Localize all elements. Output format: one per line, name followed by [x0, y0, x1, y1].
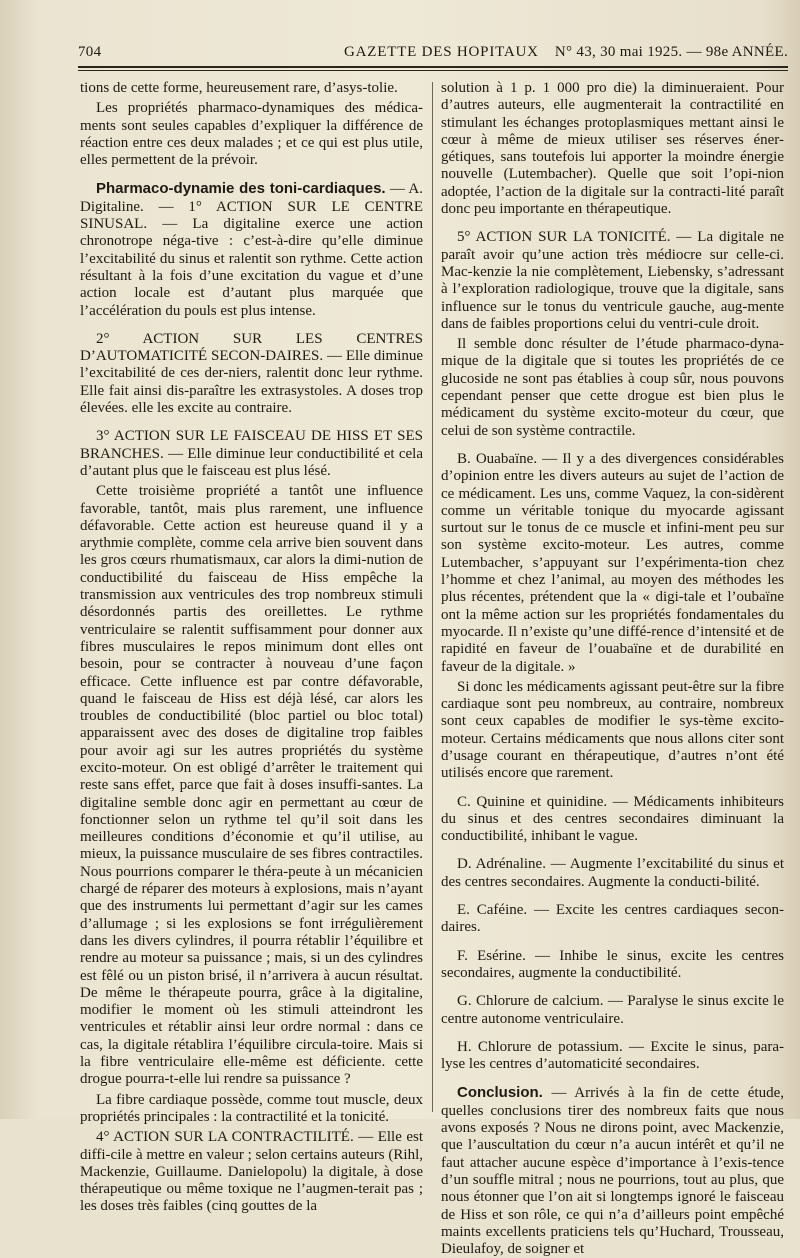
paragraph	[80, 483, 423, 1088]
paragraph-text: C. Quinine et quinidine. — Médicaments inhibiteurs du sinus et des centres secondaires diminuant la conductibilité, inhibant le vague.	[441, 793, 784, 845]
header-rule-thin	[78, 70, 788, 71]
paragraph	[80, 80, 423, 97]
paragraph-text: F. Esérine. — Inhibe le sinus, excite les centres secondaires, augmente la conductibilité.	[441, 947, 784, 981]
paragraph	[441, 1039, 784, 1074]
paragraph	[441, 993, 784, 1028]
issue-info: N° 43, 30 mai 1925. — 98e ANNÉE.	[554, 44, 788, 60]
page-number: 704	[78, 44, 102, 60]
paragraph	[80, 180, 423, 319]
header-rule	[78, 66, 788, 68]
paragraph-text: D. Adrénaline. — Augmente l’excitabilité du sinus et des centres secondaires. Augmente la conducti-bilité.	[441, 856, 784, 890]
paragraph-text: 2° ACTION SUR LES CENTRES D’AUTOMATICITÉ SECON-DAIRES. — Elle diminue l’excitabilité de ces der-niers, ralentit donc leur rythme. Elle fait ainsi dis-paraître les extrasystoles. A doses trop élevées. elle les excite au contraire.	[80, 330, 423, 417]
paragraph-text: B. Ouabaïne. — Il y a des divergences considérables d’opinion entre les divers auteurs au sujet de l’action de ce médicament. Les uns, comme Vaquez, la con-sidèrent comme un véritable tonique du myocarde agissant surtout sur le tonus de ce muscle et infini-ment peu sur son système excito-moteur. Les autres, comme Lutembacher, s’appuyant sur l’expérimenta-tion chez l’homme et chez l’animal, au moyen des méthodes les plus récentes, prétendent que la « digi-tale et l’oubaïne ont la même action sur les propriétés fondamentales du myocarde. Il n’existe qu’une diffé-rence d’intensité et de rapidité en faveur de l’ouabaïne et de durabilité en faveur de la digitale. »	[441, 450, 784, 675]
paragraph-text: Les propriétés pharmaco-dynamiques des médica-ments sont seules capables d’expliquer la différence de réaction entre ces deux malades ; et ce qui est plus utile, elles permettent de la prévoir.	[80, 100, 423, 169]
paragraph-text: 3° ACTION SUR LE FAISCEAU DE HISS ET SES BRANCHES. — Elle diminue leur conductibilité et cela d’autant plus que le faisceau est plus lésé.	[80, 428, 423, 479]
paragraph	[80, 1092, 423, 1127]
paragraph	[441, 336, 784, 440]
paragraph	[80, 428, 423, 480]
paragraph	[441, 679, 784, 783]
paragraph-text: H. Chlorure de potassium. — Excite le sinus, para-lyse les centres d’automaticité secondaires.	[441, 1038, 784, 1073]
paragraph	[441, 856, 784, 891]
paragraph	[441, 902, 784, 937]
paragraph-text: La fibre cardiaque possède, comme tout muscle, deux propriétés principales : la contractilité et la tonicité.	[80, 1091, 423, 1125]
paragraph-text: 4° ACTION SUR LA CONTRACTILITÉ. — Elle est diffi-cile à mettre en valeur ; selon certains auteurs (Rihl, Mackenzie, Guillaume. Danielopolu) la digitale, à dose thérapeutique ou même toxique ne l’augmen-terait pas ; les doses très faibles (cinq gouttes de la	[80, 1129, 423, 1215]
paragraph	[80, 100, 423, 169]
journal-title: GAZETTE DES HOPITAUX	[344, 44, 539, 60]
paragraph-text: tions de cette forme, heureusement rare, d’asys-tolie.	[80, 80, 398, 96]
paragraph	[441, 948, 784, 983]
section-heading: Conclusion.	[457, 1084, 543, 1102]
paragraph-text: solution à 1 p. 1 000 pro die) la diminueraient. Pour d’autres auteurs, elle augmenterait la contractilité en stimulant les échanges protoplasmiques mettant ainsi le cœur à même de mieux utiliser ses réserves éner-gétiques, sans toutefois lui apporter la moindre énergie nouvelle (Lutembacher). Quelle que soit l’opi-nion adoptée, l’action de la digitale sur la contracti-lité paraît donc peu importante en thérapeutique.	[441, 80, 784, 218]
left-column	[80, 80, 423, 1215]
paragraph-text: 5° ACTION SUR LA TONICITÉ. — La digitale ne paraît avoir qu’une action très médiocre sur celle-ci. Mac-kenzie la nie complètement, Liebensky, s’adressant à l’exploration radiologique, trouve que la digitale, sans influence sur le tonus du ventricule gauche, aug-mente dans de faibles proportions celui du ventri-cule droit.	[441, 229, 784, 332]
paragraph-text: E. Caféine. — Excite les centres cardiaques secon-daires.	[441, 902, 784, 936]
column-divider	[432, 82, 433, 1112]
paragraph	[441, 229, 784, 333]
paragraph-text: Il semble donc résulter de l’étude pharmaco-dyna-mique de la digitale que si toutes les propriétés de ce glucoside ne sont pas établies à coup sûr, nous pouvons cependant penser que cette drogue est bien plus le médicament du système excito-moteur du cœur, que celui de son système contractile.	[441, 336, 784, 439]
paragraph-text: — Arrivés à la fin de cette étude, quelles conclusions tirer des nombreux faits que nous avons exposés ? Nous ne dirons point, avec Mackenzie, que l’auscultation du cœur n’a aucun intérêt et qu’il ne faut attacher aucune espèce d’importance à l’exis-tence d’un souffle mitral ; nous ne pourrions, tout au plus, que nous étonner que l’on ait si longtemps ignoré le faisceau de Hiss et son rôle, ce qui n’a d’ailleurs point empêché maints excellents praticiens tels qu’Huchard, Trousseau, Dieulafoy, de soigner et	[441, 1085, 784, 1258]
paragraph	[80, 331, 423, 417]
paragraph	[441, 794, 784, 846]
section-heading: Pharmaco-dynamie des toni-cardiaques.	[96, 180, 386, 198]
page-header	[78, 44, 788, 66]
paragraph	[441, 451, 784, 676]
paragraph	[80, 1129, 423, 1215]
paragraph	[441, 1084, 784, 1258]
paragraph-text: Cette troisième propriété a tantôt une influence favorable, tantôt, mais plus rarement, une influence défavorable. Cette action est heureuse quand il y a arythmie complète, comme cela arrive bien souvent dans les gros cœurs rhumatismaux, car alors la dimi-nution de conductibilité du faisceau de Hiss empêche la transmission aux ventricules des trop nombreux stimuli désordonnés partis des oreillettes. Le rythme ventriculaire se ralentit suffisamment pour donner aux fibres musculaires le repos minimum dont elles ont besoin, pour se contracter à nouveau d’une façon efficace. Cette influence est par contre défavorable, quand le faisceau de Hiss est déjà lésé, car alors les troubles de conductibilité (bloc partiel ou bloc total) apparaissent avec des doses de digitaline trop faibles pour avoir agi sur les autres propriétés du système excito-moteur. On est obligé d’arrêter le traitement qui reste sans effet, parce que fait à doses insuffi-santes. La digitaline semble donc agir en permettant au cœur de fonctionner selon un rythme tel qu’il soit dans les meilleures conditions d’économie et qu’il utilise, au mieux, la puissance musculaire de ses fibres contractiles. Nous pourrions comparer le théra-peute à un mécanicien chargé de réparer des moteurs à explosions, mais n’ayant que des instruments lui permettant d’agir sur les cames d’allumage ; si les explosions se font irrégulièrement dans les divers cylindres, il pourra rétablir l’équilibre et rendre au moteur sa puissance ; mais, si un des cylindres est fêlé ou un piston brisé, il n’arrivera à aucun résultat. De même le thérapeute pourra, grâce à la digitaline, modifier le moment où les stimuli atteindront les ventricules et rétablir ainsi leur ordre normal : dans ce cas, la digitale rétablira l’équilibre circula-toire. Mais si la fibre ventriculaire elle-même est déficiente. cette drogue pourra-t-elle lui rendre sa puissance ?	[80, 483, 423, 1088]
paragraph-text: G. Chlorure de calcium. — Paralyse le sinus excite le centre autonome ventriculaire.	[441, 993, 784, 1027]
paragraph	[441, 80, 784, 218]
right-column	[441, 80, 784, 1258]
paragraph-text: Si donc les médicaments agissant peut-être sur la fibre cardiaque sont peu nombreux, au contraire, nombreux sont ceux capables de modifier le sys-tème excito-moteur. Certains médicaments que nous allons citer sont d’usage courant en thérapeutique, d’autres n’ont été utilisés encore que rarement.	[441, 678, 784, 782]
paragraph-text: — A. Digitaline. — 1° ACTION SUR LE CENTRE SINUSAL. — La digitaline exerce une action chronotrope néga-tive : c’est-à-dire qu’elle diminue l’excitabilité du sinus et ralentit son rythme. Cette action résultant à la fois d’une excitation du vague et d’une action locale est d’autant plus marquée que l’accélération du pouls est plus intense.	[80, 181, 423, 319]
